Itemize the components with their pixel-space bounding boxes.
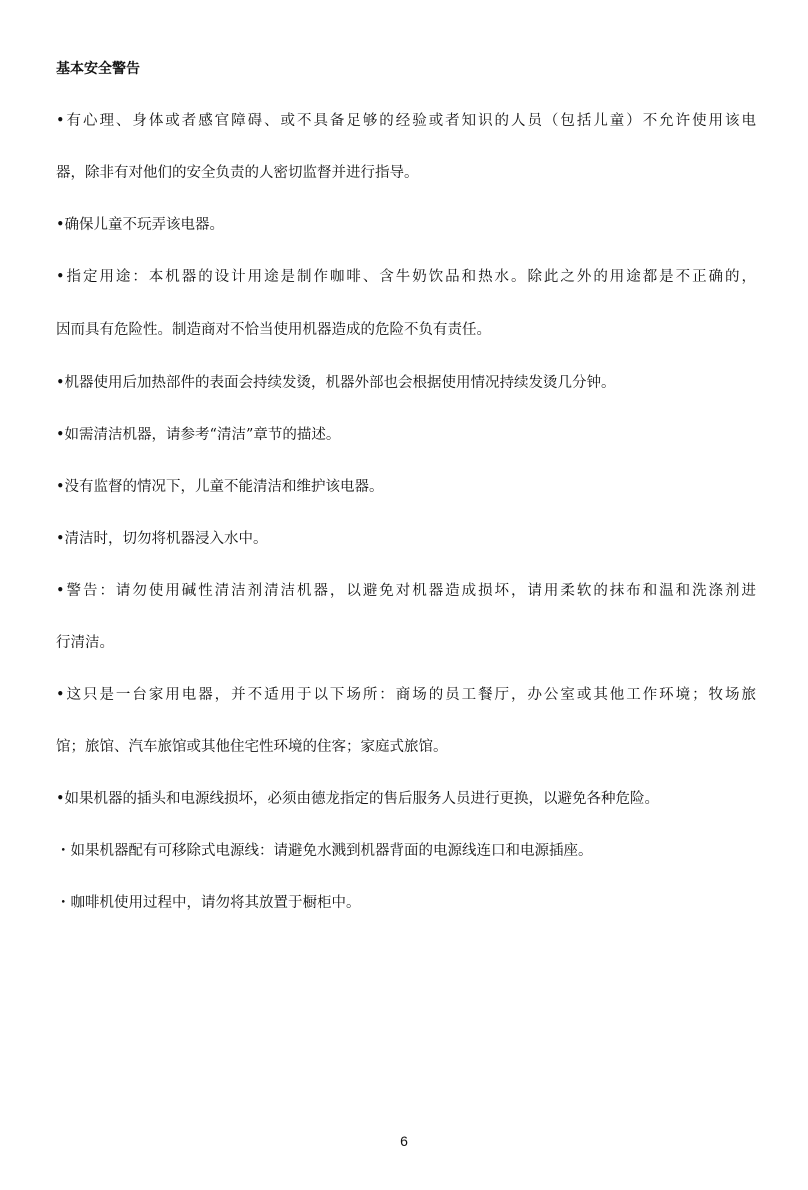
page-number: 6 [400,1133,408,1149]
section-title: 基本安全警告 [56,61,140,77]
text-line: •没有监督的情况下，儿童不能清洁和维护该电器。 [56,479,384,495]
text-line: 行清洁。 [56,635,114,651]
text-line: 器，除非有对他们的安全负责的人密切监督并进行指导。 [56,165,419,181]
text-line: •如果机器的插头和电源线损坏，必须由德龙指定的售后服务人员进行更换，以避免各种危险。 [56,791,660,807]
text-line: •指定用途：本机器的设计用途是制作咖啡、含牛奶饮品和热水。除此之外的用途都是不正确的， [56,269,756,285]
text-line: ・咖啡机使用过程中，请勿将其放置于橱柜中。 [56,895,361,911]
text-line: •警告：请勿使用碱性清洁剂清洁机器，以避免对机器造成损坏，请用柔软的抹布和温和洗涤剂进 [56,583,756,599]
text-line: ・如果机器配有可移除式电源线：请避免水溅到机器背面的电源线连口和电源插座。 [56,843,593,859]
text-line: •有心理、身体或者感官障碍、或不具备足够的经验或者知识的人员（包括儿童）不允许使用该电 [56,113,756,129]
text-line: 因而具有危险性。制造商对不恰当使用机器造成的危险不负有责任。 [56,322,491,338]
text-line: •确保儿童不玩弄该电器。 [56,217,225,233]
text-line: •机器使用后加热部件的表面会持续发烫，机器外部也会根据使用情况持续发烫几分钟。 [56,375,616,391]
text-line: •这只是一台家用电器，并不适用于以下场所：商场的员工餐厅，办公室或其他工作环境；牧场旅 [56,687,756,703]
text-line: 馆；旅馆、汽车旅馆或其他住宅性环境的住客；家庭式旅馆。 [56,739,448,755]
text-line: •如需清洁机器，请参考“清洁”章节的描述。 [56,427,341,443]
text-line: •清洁时，切勿将机器浸入水中。 [56,531,268,547]
